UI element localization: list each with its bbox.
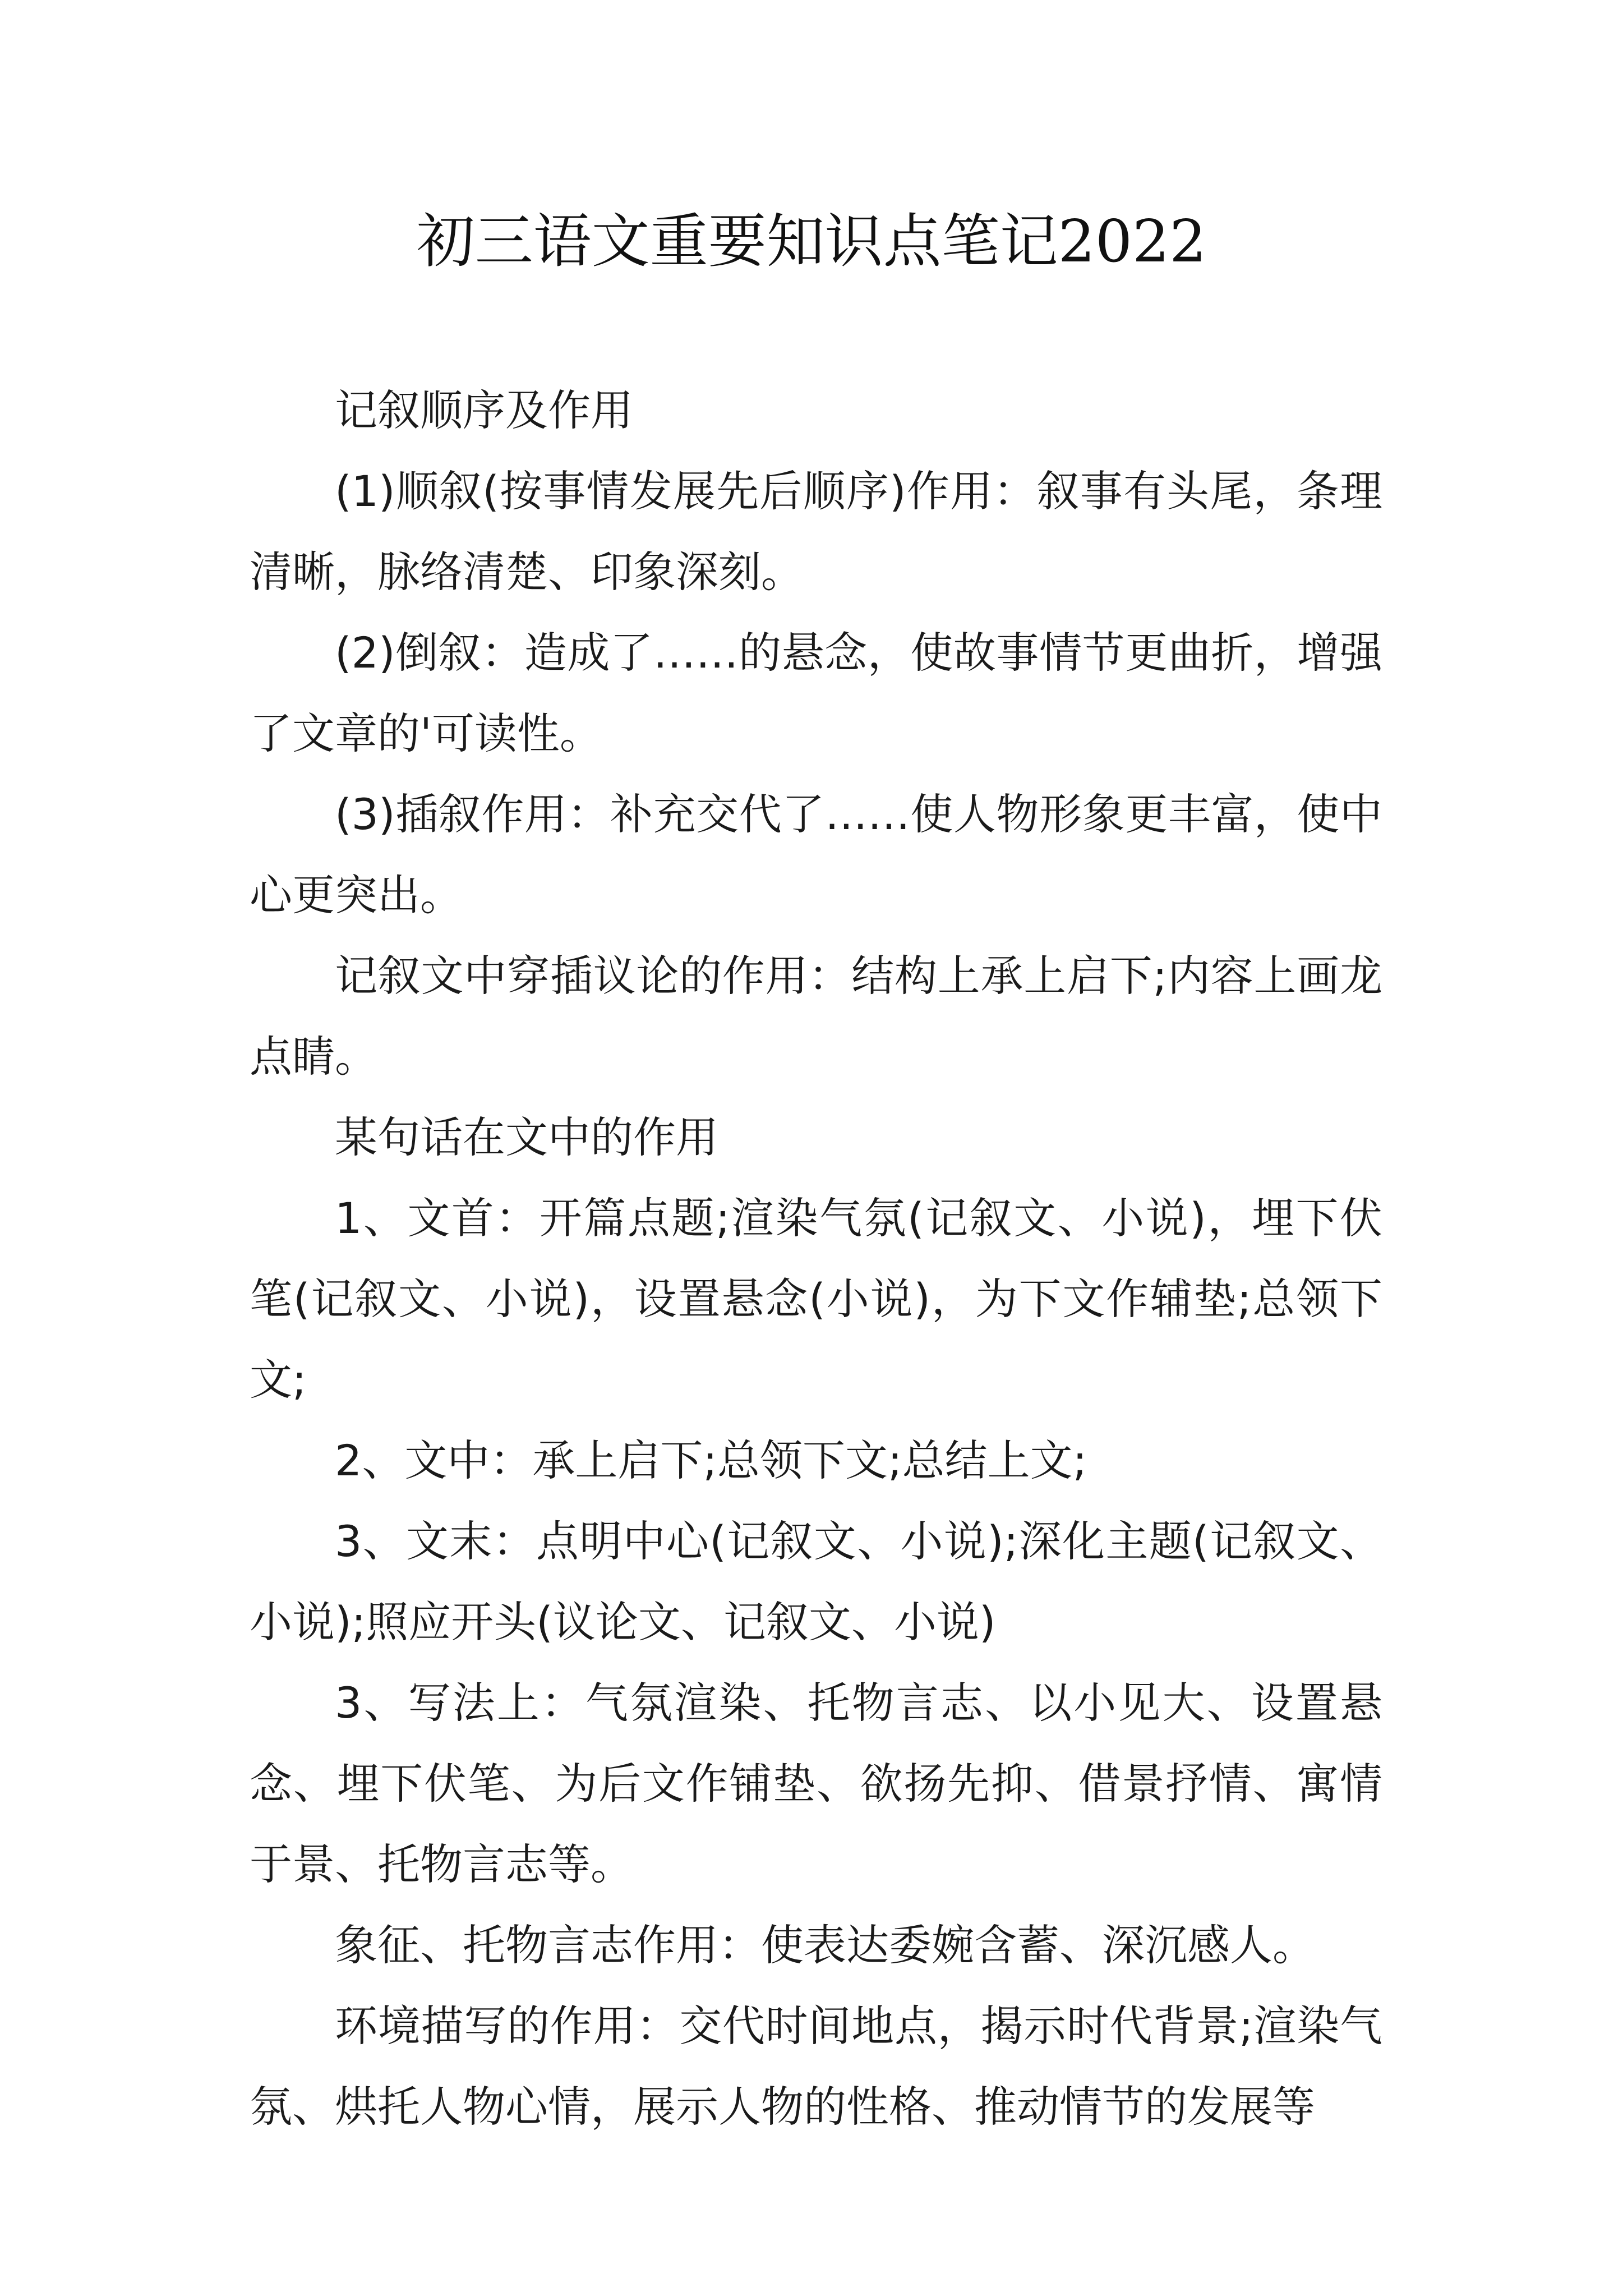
paragraph-ending: 3、文末：点明中心(记叙文、小说);深化主题(记叙文、小说);照应开头(议论文、记叙文、小说) <box>250 1516 1382 1647</box>
paragraph-middle: 2、文中：承上启下;总领下文;总结上文; <box>335 1435 1087 1485</box>
paragraph-interpolation: (3)插叙作用：补充交代了……使人物形象更丰富，使中心更突出。 <box>250 789 1382 920</box>
paragraph-symbolism: 象征、托物言志作用：使表达委婉含蓄、深沉感人。 <box>335 1920 1315 1970</box>
document-title: 初三语文重要知识点笔记2022 <box>416 207 1207 275</box>
paragraph-heading-sentence-role: 某句话在文中的作用 <box>335 1112 718 1162</box>
paragraph-writing-techniques: 3、写法上：气氛渲染、托物言志、以小见大、设置悬念、埋下伏笔、为后文作铺垫、欲扬先抑、借景抒情、寓情于景、托物言志等。 <box>250 1678 1382 1889</box>
document-body <box>250 370 1382 2147</box>
paragraph-heading-narrative-order: 记叙顺序及作用 <box>335 385 633 435</box>
paragraph-chronological: (1)顺叙(按事情发展先后顺序)作用：叙事有头尾，条理清晰，脉络清楚、印象深刻。 <box>250 466 1382 597</box>
paragraph-environment-description: 环境描写的作用：交代时间地点，揭示时代背景;渲染气氛、烘托人物心情，展示人物的性格、推动情节的发展等 <box>250 2001 1382 2132</box>
paragraph-argument-in-narrative: 记叙文中穿插议论的作用：结构上承上启下;内容上画龙点睛。 <box>250 951 1382 1082</box>
paragraph-flashback: (2)倒叙：造成了……的悬念，使故事情节更曲折，增强了文章的'可读性。 <box>250 628 1382 758</box>
paragraph-beginning: 1、文首：开篇点题;渲染气氛(记叙文、小说)，埋下伏笔(记叙文、小说)，设置悬念(小说)，为下文作辅垫;总领下文; <box>250 1193 1382 1405</box>
